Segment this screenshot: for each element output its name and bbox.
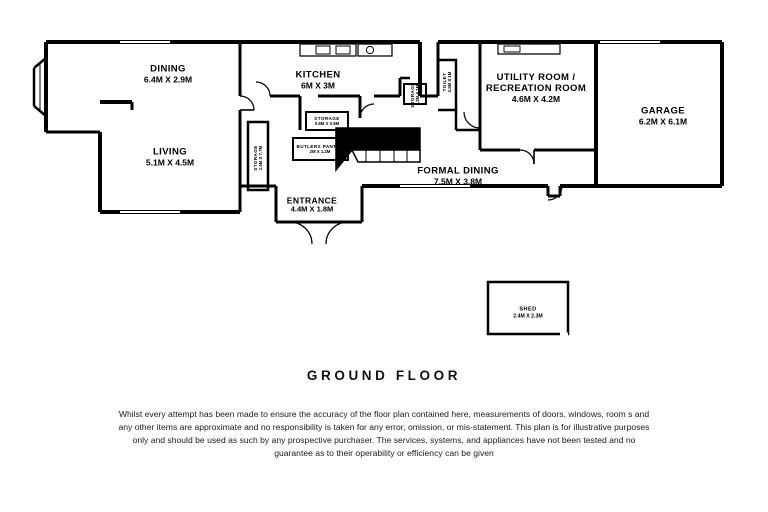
room-label-garage: GARAGE 6.2M X 6.1M <box>638 105 688 127</box>
room-label-storage-kitchen: STORAGE 0.8M X 0.9M <box>314 115 340 127</box>
room-label-formal-dining: FORMAL DINING 7.5M X 3.8M <box>417 165 499 187</box>
room-label-utility-recreation: UTILITY ROOM / RECREATION ROOM 4.6M X 4.2M <box>485 71 587 105</box>
room-label-butlers-pantry: BUTLERS PANTRY 2M X 1.2M <box>296 143 344 155</box>
room-label-shed: SHED 2.4M X 2.3M <box>513 306 543 320</box>
room-label-kitchen: KITCHEN 6M X 3M <box>295 69 341 91</box>
disclaimer-text: Whilst every attempt has been made to ensure the accuracy of the floor plan contained here, measurements of doors, windows, room s and any other items are approximate and no responsibility is taken for any error, omission, or mis-statement. This plan is for illustrative purposes only and should be used as such by any prospective purchaser. The services, systems, and appliances have not been tested and no guarantee as to their operability or efficiency can be given <box>118 409 650 459</box>
room-label-living: LIVING 5.1M X 4.5M <box>145 146 195 168</box>
plan-walls <box>34 41 722 334</box>
room-label-entrance: ENTRANCE 4.4M X 1.8M <box>286 195 338 214</box>
room-label-toilet: TOILET 2.5M X 1M <box>441 71 453 93</box>
room-label-storage-column: STORAGE 1.5M X 7.7M <box>252 145 264 171</box>
room-label-dining: DINING 6.4M X 2.9M <box>143 63 193 85</box>
room-label-storage-toilet-adj: STORAGE 1.2M X 1M <box>409 82 421 108</box>
floor-title: GROUND FLOOR <box>306 368 462 383</box>
